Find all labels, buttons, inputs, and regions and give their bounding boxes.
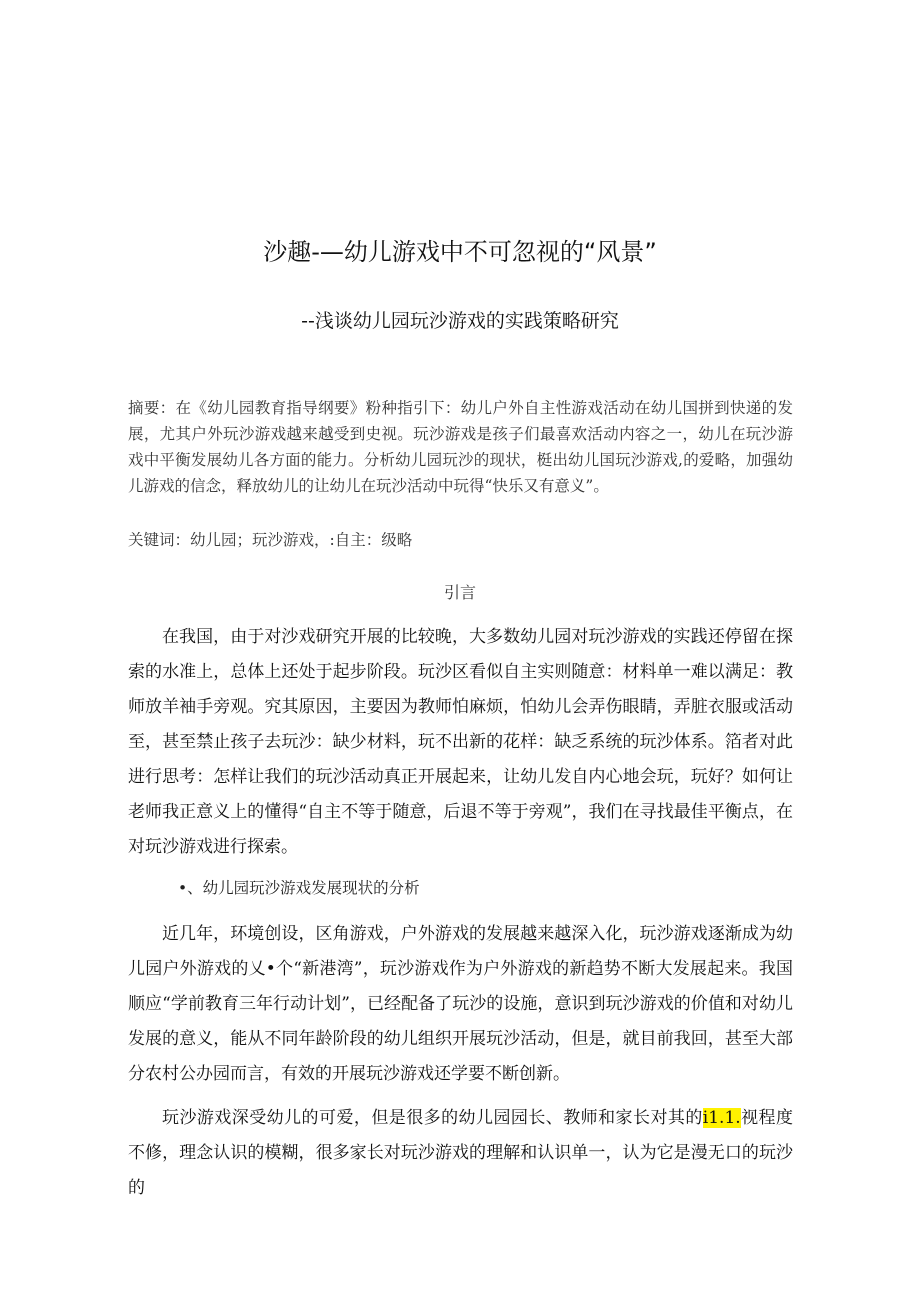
para3-text-before: 玩沙游戏深受幼儿的可爱，但是很多的幼儿园园长、教师和家长对其的 xyxy=(162,1108,703,1128)
highlighted-text: i1.1. xyxy=(702,1108,741,1128)
section-heading-1: •、幼儿园玩沙游戏发展现状的分析 xyxy=(178,879,420,897)
abstract-paragraph: 摘要：在《幼儿园教育指导纲要》粉种指引下：幼儿户外自主性游戏活动在幼儿国拼到快递的发展，尤其户外玩沙游戏越来越受到史视。玩沙游戏是孩子们最喜欢活动内容之一，幼儿在玩沙游戏中平衡发展幼儿各方面的能力。分析幼儿园玩沙的现状，梃出幼儿国玩沙游戏,的爱略，加强幼儿游戏的信念，释放幼儿的让幼儿在玩沙活动中玩得“快乐又有意义”。 xyxy=(128,399,793,495)
body-paragraph-1: 在我国，由于对沙戏研究开展的比较晚，大多数幼儿园对玩沙游戏的实践还停留在探索的水准上，总体上还处于起步阶段。玩沙区看似自主实则随意：材料单一难以满足：教师放羊袖手旁观。究其原因，主要因为教师怕麻烦，怕幼儿会弄伤眼睛，弄脏衣服或活动至，甚至禁止孩子去玩沙：缺少材料，玩不出新的花样：缺乏系统的玩沙体系。箔者对此进行思考：怎样让我们的玩沙活动真正开展起来，让幼儿发自内心地会玩，玩好？如何让老师我正意义上的懂得“自主不等于随意，后退不等于旁观”，我们在寻找最佳平衡点，在对玩沙游戏进行探索。 xyxy=(128,627,793,857)
body-paragraph-2: 近几年，环境创设，区角游戏，户外游戏的发展越来越深入化，玩沙游戏逐渐成为幼儿园户外游戏的乂•个“新港湾”，玩沙游戏作为户外游戏的新趋势不断大发展起来。我国顺应“学前教育三年行动计划”，已经配备了玩沙的设施，意识到玩沙游戏的价值和对幼儿发展的意义，能从不同年龄阶段的幼儿组织开展玩沙活动，但是，就目前我回，甚至大部分农村公办园而言，有效的开展玩沙游戏还学要不断创新。 xyxy=(128,924,793,1084)
document-subtitle: --浅谈幼儿园玩沙游戏的实践策略研究 xyxy=(301,310,619,332)
keywords-line: 关键词：幼儿园；玩沙游戏，:自主：级略 xyxy=(128,531,413,549)
para3-text-after: 视程度不修，理念认识的模糊，很多家长对玩沙游戏的理解和认识单一，认为它是漫无口的玩沙的 xyxy=(128,1108,794,1198)
section-title-intro: 引言 xyxy=(443,583,476,602)
body-paragraph-3 xyxy=(128,1101,793,1206)
document-title: 沙趣-—幼儿游戏中不可忽视的“风景” xyxy=(263,238,657,266)
